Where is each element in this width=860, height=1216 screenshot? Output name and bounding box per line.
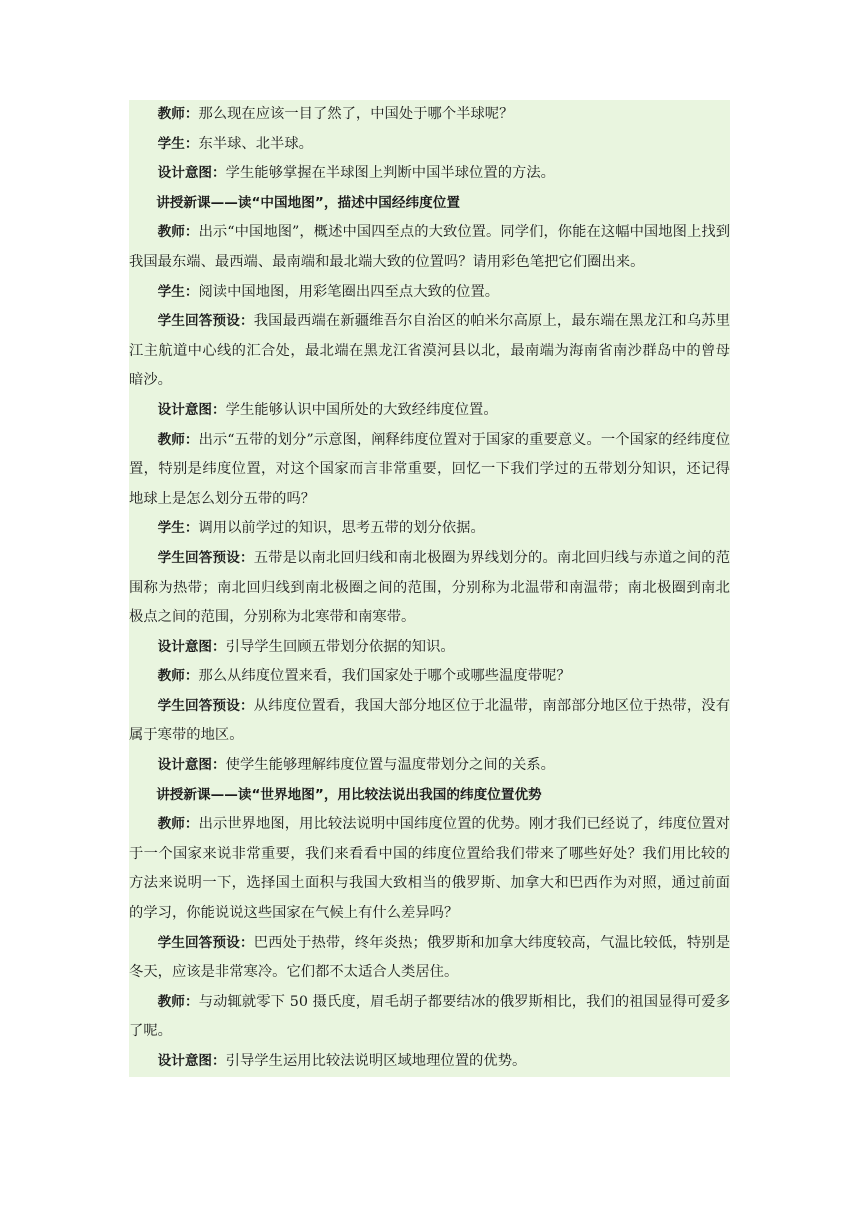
paragraph-student: [129, 278, 730, 308]
paragraph-design-intent: [129, 159, 730, 189]
paragraph-text: 学生能够掌握在半球图上判断中国半球位置的方法。: [225, 165, 555, 182]
speaker-label: 设计意图：: [157, 638, 226, 655]
paragraph-text: 调用以前学过的知识，思考五带的划分依据。: [198, 520, 485, 537]
paragraph-text: 使学生能够理解纬度位置与温度带划分之间的关系。: [225, 757, 555, 774]
paragraph-student-answer: [129, 307, 730, 396]
speaker-label: 教师：: [157, 431, 199, 448]
speaker-label: 教师：: [157, 668, 199, 685]
speaker-label: 教师：: [157, 224, 199, 241]
speaker-label: 学生回答预设：: [157, 313, 254, 330]
paragraph-teacher: [129, 100, 730, 130]
paragraph-design-intent: [129, 1047, 730, 1077]
speaker-label: 学生回答预设：: [157, 697, 254, 714]
section-heading: 讲授新课——读“中国地图”，描述中国经纬度位置: [156, 194, 460, 211]
paragraph-teacher: [129, 810, 730, 928]
paragraph-text: 出示世界地图，用比较法说明中国纬度位置的优势。刚才我们已经说了，纬度位置对于一个国家来说非常重要，我们来看看中国的纬度位置给我们带来了哪些好处？我们用比较的方法来说明一下，选择国土面积与我国大致相当的俄罗斯、加拿大和巴西作为对照，通过前面的学习，你能说说这些国家在气候上有什么差异吗？: [129, 816, 730, 922]
paragraph-design-intent: [129, 751, 730, 781]
speaker-label: 设计意图：: [157, 1053, 226, 1069]
paragraph-text: 我国最西端在新疆维吾尔自治区的帕米尔高原上，最东端在黑龙江和乌苏里江主航道中心线的汇合处，最北端在黑龙江省漠河县以北，最南端为海南省南沙群岛中的曾母暗沙。: [129, 313, 731, 389]
paragraph-text: 那么从纬度位置来看，我们国家处于哪个或哪些温度带呢？: [198, 668, 571, 685]
paragraph-student-answer: [129, 544, 730, 633]
paragraph-text: 引导学生运用比较法说明区域地理位置的优势。: [225, 1053, 527, 1069]
paragraph-student-answer: [129, 692, 730, 751]
paragraph-text: 东半球、北半球。: [198, 135, 313, 152]
speaker-label: 学生：: [157, 135, 199, 152]
speaker-label: 学生回答预设：: [157, 934, 254, 951]
paragraph-text: 学生能够认识中国所处的大致经纬度位置。: [225, 401, 498, 418]
paragraph-design-intent: [129, 396, 730, 426]
paragraph-student: [129, 514, 730, 544]
speaker-label: 设计意图：: [157, 401, 226, 418]
paragraph-text: 五带是以南北回归线和南北极圈为界线划分的。南北回归线与赤道之间的范围称为热带；南北回归线到南北极圈之间的范围，分别称为北温带和南温带；南北极圈到南北极点之间的范围，分别称为北寒带和南寒带。: [129, 549, 731, 626]
paragraph-text: 引导学生回顾五带划分依据的知识。: [225, 638, 455, 655]
paragraph-design-intent: [129, 633, 730, 663]
speaker-label: 设计意图：: [157, 165, 226, 182]
speaker-label: 学生：: [157, 520, 199, 537]
speaker-label: 教师：: [157, 816, 199, 833]
paragraph-student-answer: [129, 929, 730, 988]
paragraph-text: 从纬度位置看，我国大部分地区位于北温带，南部部分地区位于热带，没有属于寒带的地区。: [129, 697, 731, 744]
speaker-label: 学生回答预设：: [157, 549, 254, 566]
paragraph-text: 出示“五带的划分”示意图，阐释纬度位置对于国家的重要意义。一个国家的经纬度位置，特别是纬度位置，对这个国家而言非常重要，回忆一下我们学过的五带划分知识，还记得地球上是怎么划分五带的吗？: [129, 431, 731, 507]
paragraph-text: 阅读中国地图，用彩笔圈出四至点大致的位置。: [198, 283, 500, 300]
paragraph-teacher: [129, 426, 730, 515]
section-heading: 讲授新课——读“世界地图”，用比较法说出我国的纬度位置优势: [156, 786, 542, 803]
speaker-label: 教师：: [157, 106, 199, 122]
speaker-label: 学生：: [157, 283, 199, 300]
paragraph-text: 那么现在应该一目了然了，中国处于哪个半球呢？: [198, 106, 514, 122]
paragraph-teacher: [129, 988, 730, 1047]
speaker-label: 教师：: [157, 993, 199, 1010]
speaker-label: 设计意图：: [157, 757, 226, 774]
paragraph-teacher: [129, 218, 730, 277]
paragraph-text: 巴西处于热带，终年炎热；俄罗斯和加拿大纬度较高，气温比较低，特别是冬天，应该是非常寒冷。它们都不太适合人类居住。: [129, 934, 731, 981]
paragraph-student: [129, 130, 730, 160]
lesson-content-block: [129, 100, 730, 1077]
paragraph-text: 与动辄就零下 50 摄氏度，眉毛胡子都要结冰的俄罗斯相比，我们的祖国显得可爱多了呢。: [129, 993, 731, 1040]
paragraph-teacher: [129, 662, 730, 692]
paragraph-text: 出示“中国地图”，概述中国四至点的大致位置。同学们，你能在这幅中国地图上找到我国最东端、最西端、最南端和最北端大致的位置吗？请用彩色笔把它们圈出来。: [129, 224, 731, 270]
